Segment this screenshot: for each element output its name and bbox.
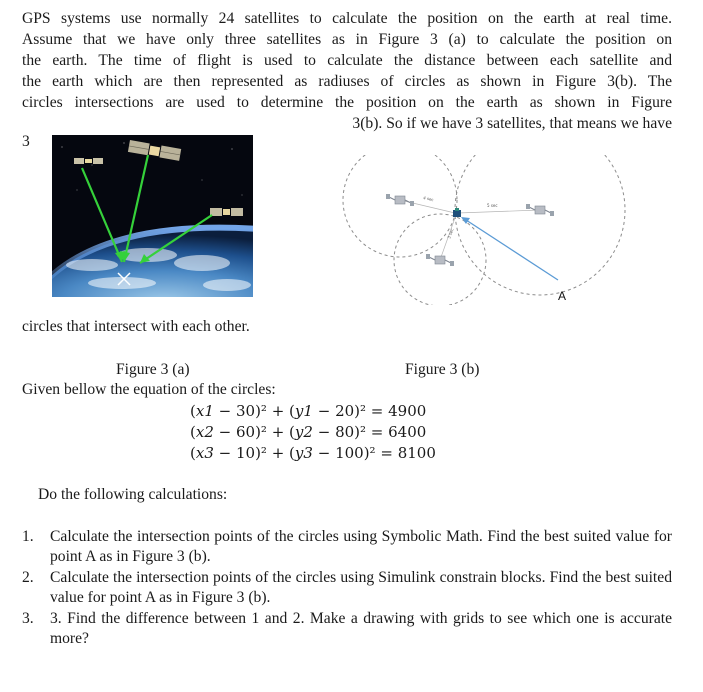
eq-radius-squared: 6400 [388,423,427,441]
eq-var-y: y1 [294,402,313,420]
figure-3a-satellite-photo [52,135,253,297]
satellite-icon-3 [426,254,454,266]
intro-line: the earth. The time of flight is used to calculate the distance between each satellite and [22,52,672,69]
tasks-heading: Do the following calculations: [38,486,228,503]
eq-const-x: 10 [235,444,256,462]
satellite-icon-1 [386,194,414,206]
intro-continuation: circles that intersect with each other. [22,318,250,335]
range-label-3: 3 sec [446,227,455,240]
eq-var-x: x1 [195,402,214,420]
eq-var-x: x3 [195,444,214,462]
pointer-arrowhead [461,217,470,224]
task-list [22,527,672,650]
equation-1: (x1 − 30)² + (y1 − 20)² = 4900 [190,402,427,420]
satellite-right [210,208,243,216]
pointer-arrow [463,218,558,280]
task-text: 3. Find the difference between 1 and 2. Make a drawing with grids to see which one is accurate more? [50,610,672,647]
intro-line: 3(b). So if we have 3 satellites, that means we have [352,115,672,132]
task-number: 3. [22,610,34,627]
caption-figure-3b: Figure 3 (b) [405,361,480,378]
eq-const-x: 30 [235,402,256,420]
intro-paragraph [22,8,672,134]
intro-figure-number: 3 [22,133,30,150]
eq-const-x: 60 [235,423,256,441]
receiver-point-icon [453,208,461,217]
intro-line: circles intersections are used to determine the position on the earth as shown in Figure [22,94,672,111]
figure-3b-circles [335,155,635,305]
task-number: 1. [22,528,34,545]
intro-line: Assume that we have only three satellites as in Figure 3 (a) to calculate the position on [22,31,672,48]
equation-2: (x2 − 60)² + (y2 − 80)² = 6400 [190,423,427,441]
eq-var-y: y3 [294,444,313,462]
point-a-label: A [558,289,567,303]
range-circle-1 [343,155,457,257]
equation-3: (x3 − 10)² + (y3 − 100)² = 8100 [190,444,436,462]
range-label-2: 5 sec [487,203,498,208]
eq-const-y: 20 [335,402,355,420]
task-number: 2. [22,569,34,586]
caption-figure-3a: Figure 3 (a) [116,361,190,378]
eq-const-y: 100 [335,444,364,462]
task-item [22,527,672,567]
equations-intro: Given bellow the equation of the circles: [22,381,276,398]
range-line-2 [458,210,540,213]
task-item [22,568,672,608]
eq-var-y: y2 [294,423,313,441]
eq-var-x: x2 [195,423,214,441]
satellite-icon-2 [526,204,554,216]
intro-line: the earth which are then represented as radiuses of circles as shown in Figure 3(b). The [22,73,672,90]
task-text: Calculate the intersection points of the circles using Symbolic Math. Find the best suited value for point A as in Figure 3 (b). [50,528,672,565]
range-label-1: 4 sec [422,195,435,203]
task-text: Calculate the intersection points of the circles using Simulink constrain blocks. Find the best suited value for point A as in Figure 3 (b). [50,569,672,606]
eq-radius-squared: 4900 [388,402,427,420]
eq-const-y: 80 [335,423,355,441]
range-circle-2 [455,155,625,295]
task-item [22,609,672,649]
intro-line: GPS systems use normally 24 satellites to calculate the position on the earth at real time. [22,10,672,27]
eq-radius-squared: 8100 [397,444,436,462]
